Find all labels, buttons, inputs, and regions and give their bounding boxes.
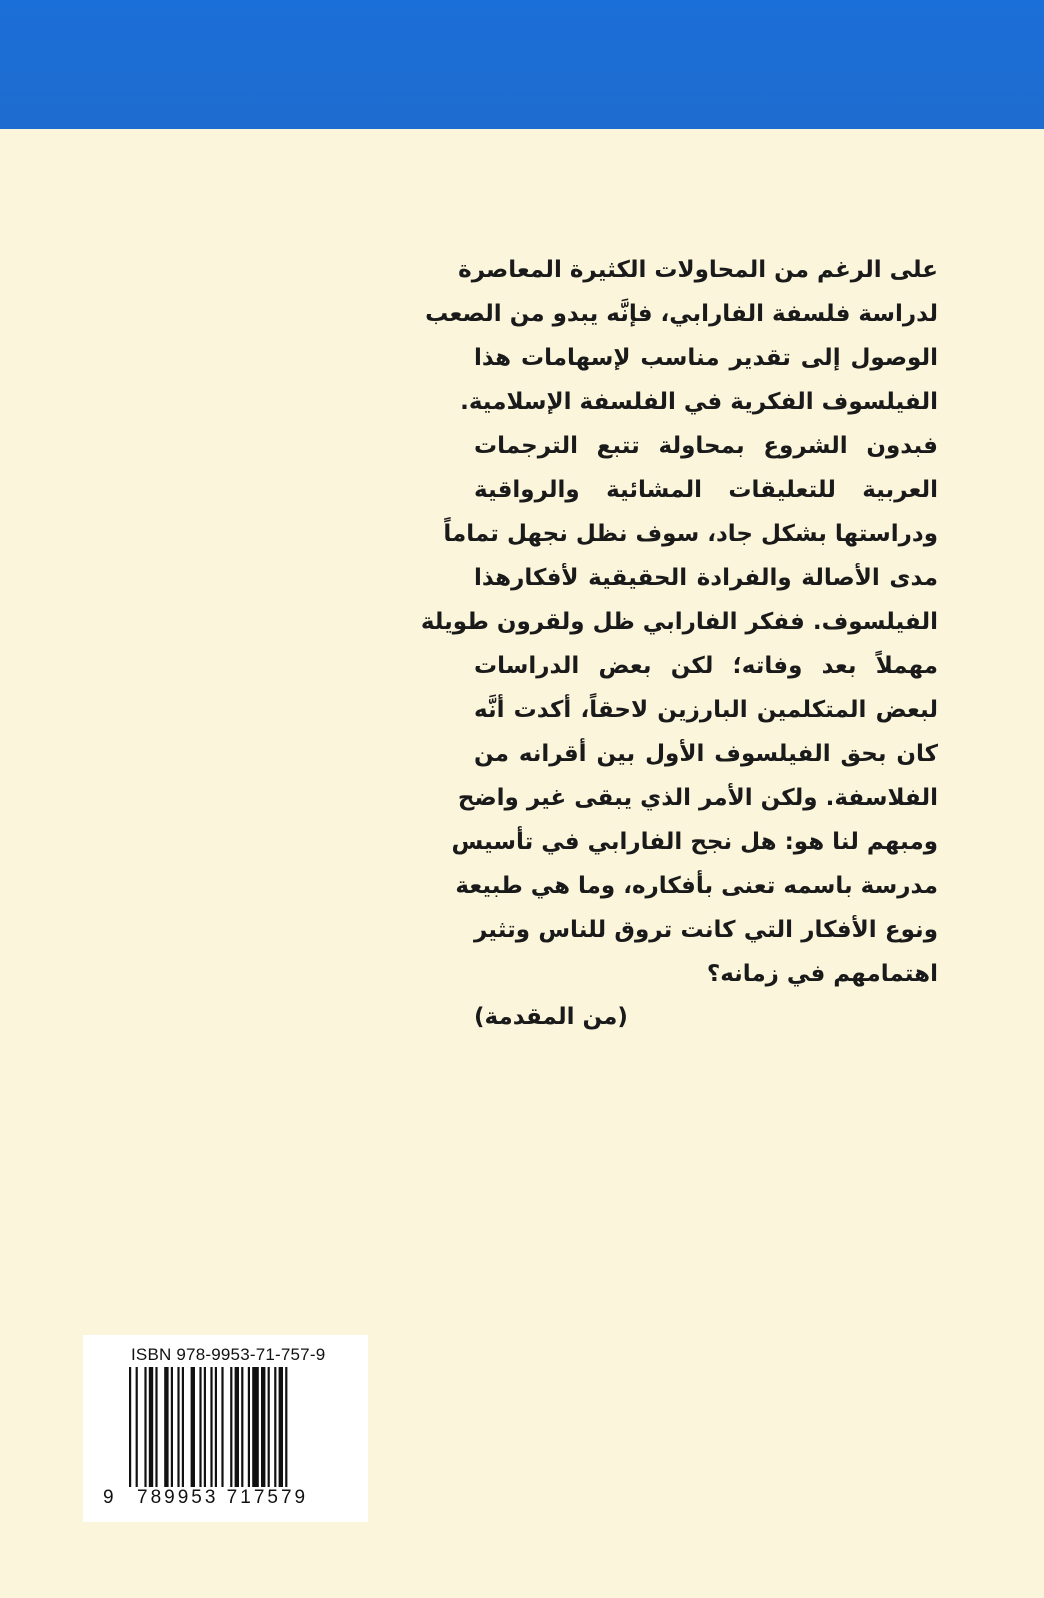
barcode-bar [210, 1367, 212, 1501]
barcode-bar [268, 1367, 270, 1501]
blurb-line: ودراستها بشكل جاد، سوف نظل نجهل تماماً [443, 521, 938, 547]
blurb-line: اهتمامهم في زمانه؟ [706, 961, 938, 987]
blurb-line: مدرسة باسمه تعنى بأفكاره، وما هي طبيعة [455, 873, 938, 899]
barcode-bar [204, 1367, 206, 1501]
barcode-bar [177, 1367, 179, 1501]
barcode-bar [279, 1367, 283, 1501]
barcode-first-digit: 9 [103, 1487, 117, 1508]
blurb-line: ومبهم لنا هو: هل نجح الفارابي في تأسيس [451, 829, 938, 855]
barcode-bar [144, 1367, 146, 1501]
barcode-bar [129, 1367, 131, 1501]
blurb-line: لبعض المتكلمين البارزين لاحقاً، أكدت أنَّه [474, 697, 938, 723]
isbn-label: ISBN 978-9953-71-757-9 [131, 1345, 326, 1364]
isbn-barcode [83, 1335, 368, 1522]
barcode-bar [171, 1367, 173, 1501]
barcode-bar [261, 1367, 265, 1501]
barcode-bar [136, 1367, 138, 1501]
barcode-bar [248, 1367, 250, 1501]
barcode-bar [191, 1367, 195, 1501]
barcode-digit-groups: 789953 717579 [137, 1487, 309, 1508]
blurb-line: كان بحق الفيلسوف الأول بين أقرانه من [474, 741, 938, 767]
barcode-bar [199, 1367, 201, 1501]
blurb-line: الفيلسوف الفكرية في الفلسفة الإسلامية. [460, 389, 938, 415]
top-color-band [0, 0, 1044, 129]
blurb-line: لدراسة فلسفة الفارابي، فإنَّه يبدو من الصعب [425, 301, 938, 327]
barcode-bar [285, 1367, 287, 1501]
barcode-bar [215, 1367, 217, 1501]
barcode-bar [235, 1367, 239, 1501]
barcode-bar [252, 1367, 259, 1501]
blurb-line: الوصول إلى تقدير مناسب لإسهامات هذا [474, 345, 938, 371]
blurb-line: على الرغم من المحاولات الكثيرة المعاصرة [458, 257, 938, 283]
barcode-bar [221, 1367, 223, 1501]
barcode-bar [155, 1367, 157, 1501]
blurb-line: ونوع الأفكار التي كانت تروق للناس وتثير [474, 917, 938, 943]
barcode-bar [149, 1367, 153, 1501]
barcode-bar [241, 1367, 243, 1501]
blurb-line: الفيلسوف. ففكر الفارابي ظل ولقرون طويلة [420, 609, 938, 635]
back-cover-blurb [420, 248, 938, 996]
blurb-line: مدى الأصالة والفرادة الحقيقية لأفكارهذا [474, 565, 938, 591]
barcode-bar [274, 1367, 276, 1501]
barcode-bars [129, 1367, 351, 1501]
barcode-bar [182, 1367, 184, 1501]
barcode-bar [164, 1367, 168, 1501]
blurb-line: فبدون الشروع بمحاولة تتبع الترجمات [474, 433, 938, 459]
blurb-line: مهملاً بعد وفاته؛ لكن بعض الدراسات [474, 653, 938, 679]
blurb-line: الفلاسفة. ولكن الأمر الذي يبقى غير واضح [457, 785, 938, 811]
source-label: (من المقدمة) [474, 1004, 628, 1030]
barcode-digits [103, 1487, 353, 1509]
barcode-bar [230, 1367, 232, 1501]
blurb-line: العربية للتعليقات المشائية والرواقية [474, 477, 938, 503]
blurb-source [474, 1004, 938, 1030]
